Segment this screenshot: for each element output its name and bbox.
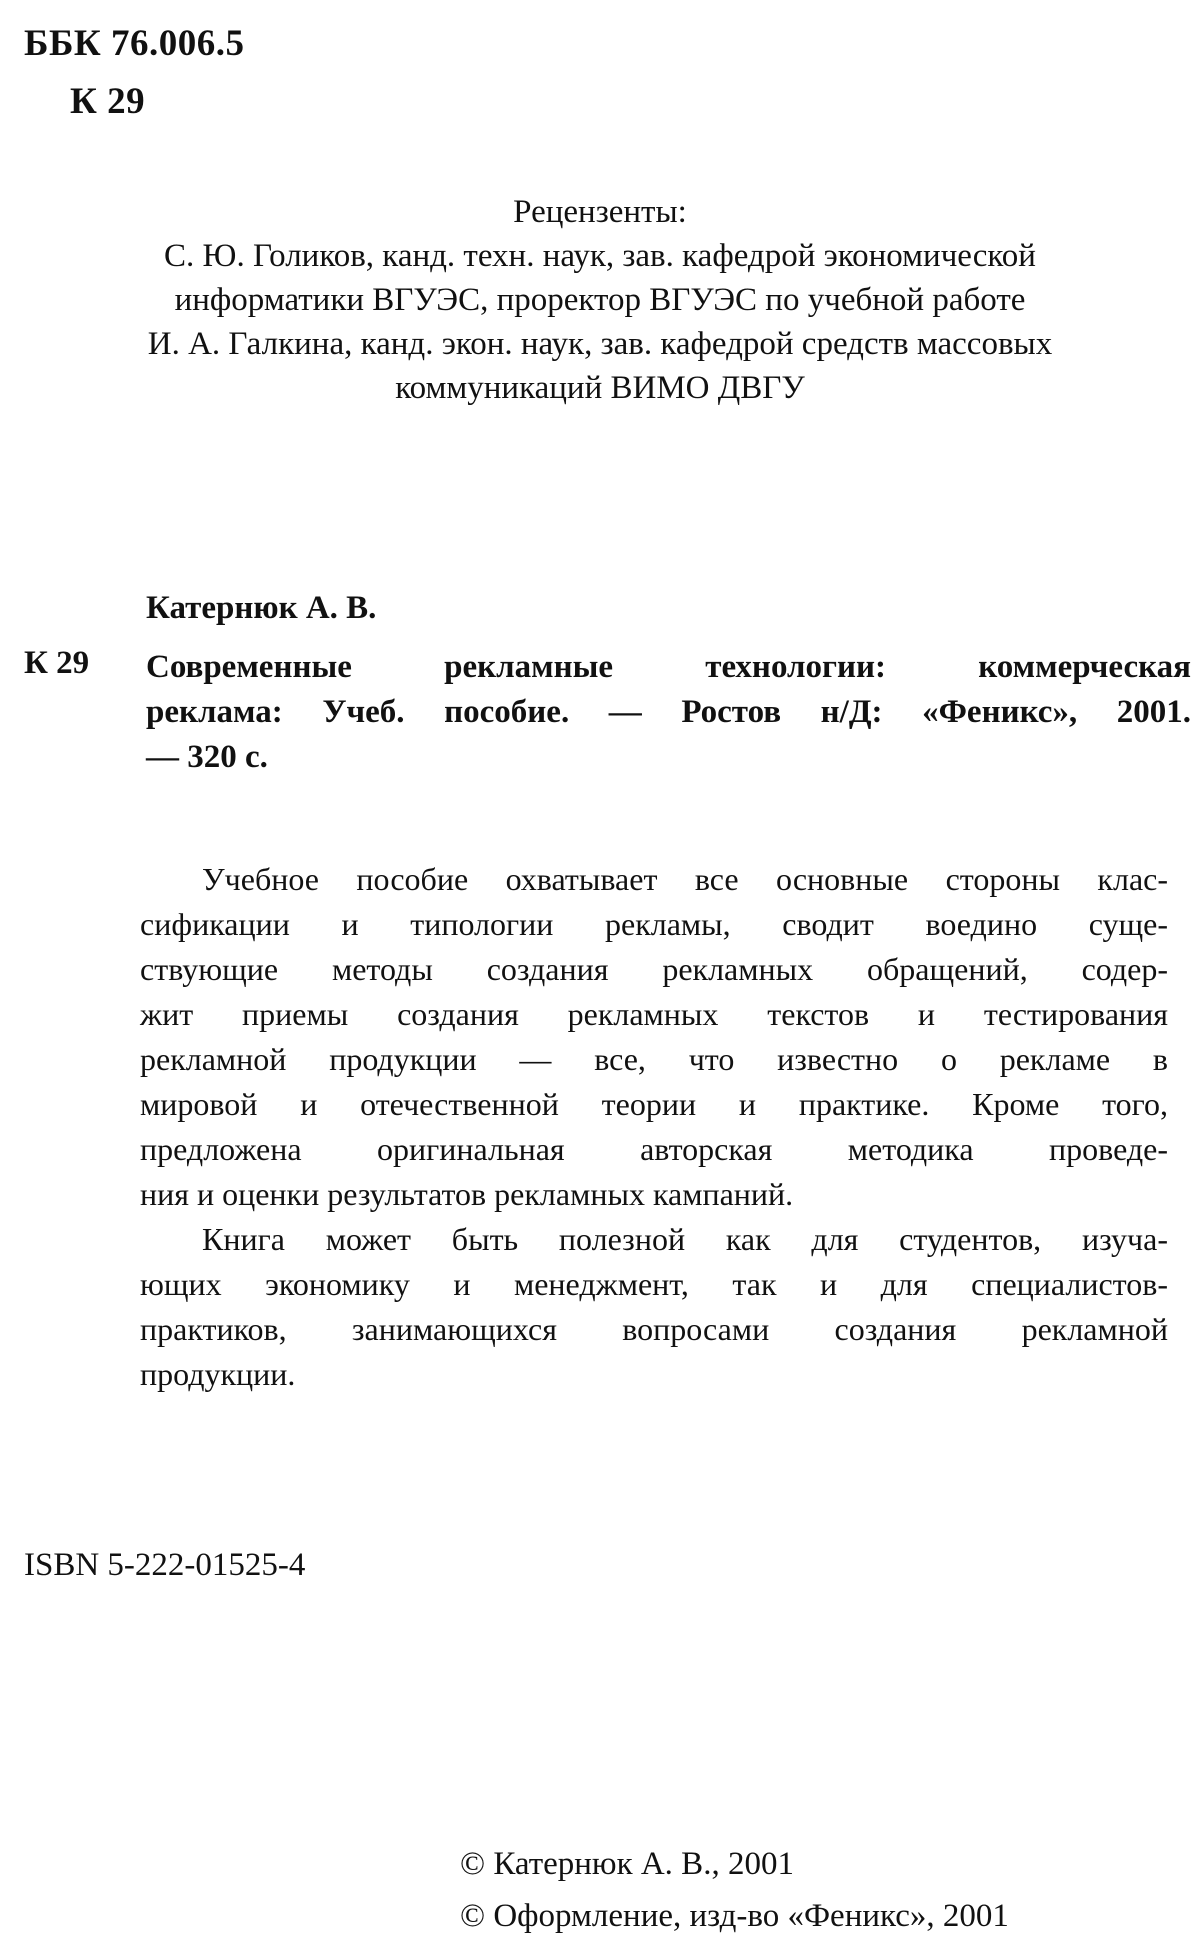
reviewers-heading: Рецензенты: [513,194,687,230]
copyright-line: © Оформление, изд-во «Феникс», 2001 [460,1898,1009,1934]
annotation-line: практиков, занимающихся вопросами создания рекламной [140,1311,1168,1347]
copyright-block [460,1838,1170,1942]
annotation-block [140,857,1168,1397]
catalog-author: Катернюк А. В. [146,590,377,626]
bbk-author-mark: К 29 [70,81,146,122]
isbn: ISBN 5-222-01525-4 [24,1547,306,1583]
catalog-author-mark: К 29 [24,645,90,681]
annotation-line: ния и оценки результатов рекламных кампаний. [140,1176,794,1212]
annotation-line: предложена оригинальная авторская методика проведе- [140,1131,1168,1167]
annotation-line: жит приемы создания рекламных текстов и тестирования [140,996,1168,1032]
catalog-description [146,645,1191,780]
reviewer-line: коммуникаций ВИМО ДВГУ [395,370,805,406]
bbk-code: ББК 76.006.5 [24,23,245,64]
annotation-line: продукции. [140,1356,296,1392]
catalog-description-line: Современные рекламные технологии: коммерческая [146,649,1191,685]
catalog-description-line: — 320 с. [146,739,268,775]
annotation-line: ствующие методы создания рекламных обращений, содер- [140,951,1168,987]
annotation-line: Учебное пособие охватывает все основные стороны клас- [202,861,1168,897]
copyright-line: © Катернюк А. В., 2001 [460,1846,794,1882]
annotation-line: рекламной продукции — все, что известно о рекламе в [140,1041,1168,1077]
reviewer-line: И. А. Галкина, канд. экон. наук, зав. кафедрой средств массовых [147,326,1053,362]
annotation-line: мировой и отечественной теории и практике. Кроме того, [140,1086,1168,1122]
annotation-line: Книга может быть полезной как для студентов, изуча- [202,1221,1168,1257]
catalog-description-line: реклама: Учеб. пособие. — Ростов н/Д: «Феникс», 2001. [146,694,1191,730]
annotation-line: сификации и типологии рекламы, сводит воедино суще- [140,906,1168,942]
reviewer-line: С. Ю. Голиков, канд. техн. наук, зав. кафедрой экономической [164,238,1036,274]
reviewer-line: информатики ВГУЭС, проректор ВГУЭС по учебной работе [174,282,1026,318]
reviewers-block [0,190,1200,410]
annotation-line: ющих экономику и менеджмент, так и для специалистов- [140,1266,1168,1302]
